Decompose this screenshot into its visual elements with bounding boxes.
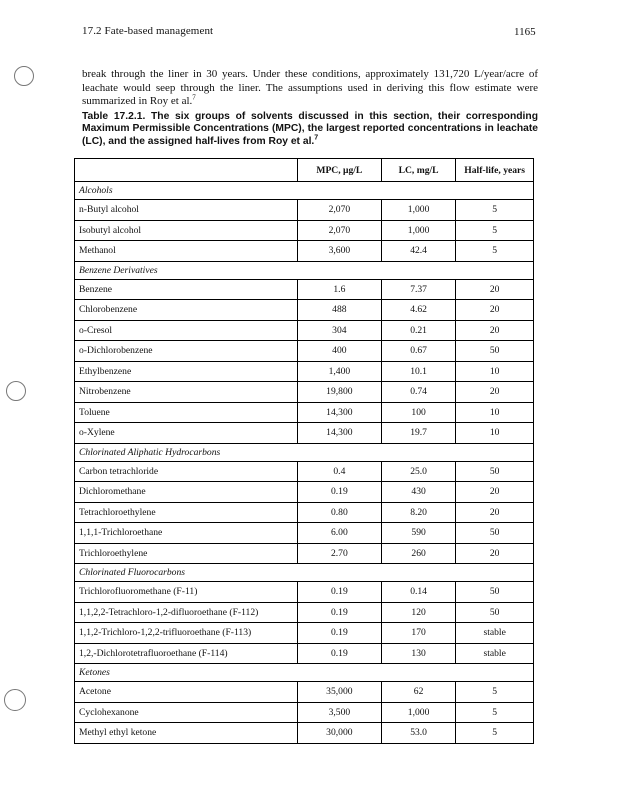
cell-half-life: 20 <box>456 320 534 341</box>
cell-mpc: 2,070 <box>297 220 381 241</box>
cell-substance: Nitrobenzene <box>75 382 298 403</box>
cell-mpc: 0.19 <box>297 623 381 644</box>
cell-half-life: 10 <box>456 423 534 444</box>
cell-half-life: 20 <box>456 279 534 300</box>
cell-lc: 25.0 <box>381 461 456 482</box>
cell-substance: Methanol <box>75 241 298 262</box>
cell-substance: Cyclohexanone <box>75 702 298 723</box>
cell-lc: 7.37 <box>381 279 456 300</box>
table-row <box>75 200 534 221</box>
cell-substance: Methyl ethyl ketone <box>75 723 298 744</box>
table-group-row <box>75 261 534 279</box>
cell-lc: 0.74 <box>381 382 456 403</box>
cell-lc: 130 <box>381 643 456 664</box>
table-group-row <box>75 443 534 461</box>
cell-mpc: 14,300 <box>297 402 381 423</box>
table-caption <box>82 111 538 148</box>
cell-substance: 1,1,2-Trichloro-1,2,2-trifluoroethane (F-113) <box>75 623 298 644</box>
group-label: Chlorinated Fluorocarbons <box>75 564 534 582</box>
punch-hole-top <box>14 66 34 86</box>
table-row <box>75 220 534 241</box>
cell-mpc: 6.00 <box>297 523 381 544</box>
cell-substance: Chlorobenzene <box>75 300 298 321</box>
cell-half-life: 50 <box>456 341 534 362</box>
column-header-substance <box>75 159 298 182</box>
cell-lc: 0.67 <box>381 341 456 362</box>
cell-substance: n-Butyl alcohol <box>75 200 298 221</box>
table-row <box>75 279 534 300</box>
table-group-row <box>75 182 534 200</box>
cell-mpc: 0.4 <box>297 461 381 482</box>
table-row <box>75 523 534 544</box>
page-number: 1165 <box>514 26 536 38</box>
cell-substance: o-Xylene <box>75 423 298 444</box>
cell-lc: 1,000 <box>381 200 456 221</box>
cell-half-life: 50 <box>456 523 534 544</box>
cell-lc: 590 <box>381 523 456 544</box>
table-row <box>75 502 534 523</box>
table-group-row <box>75 664 534 682</box>
cell-mpc: 2,070 <box>297 200 381 221</box>
cell-mpc: 3,500 <box>297 702 381 723</box>
body-paragraph <box>82 68 538 109</box>
table-row <box>75 423 534 444</box>
punch-hole-bottom <box>4 689 26 711</box>
cell-substance: Carbon tetrachloride <box>75 461 298 482</box>
cell-substance: Toluene <box>75 402 298 423</box>
cell-mpc: 2.70 <box>297 543 381 564</box>
cell-mpc: 14,300 <box>297 423 381 444</box>
cell-lc: 42.4 <box>381 241 456 262</box>
cell-lc: 8.20 <box>381 502 456 523</box>
cell-mpc: 400 <box>297 341 381 362</box>
cell-lc: 100 <box>381 402 456 423</box>
cell-half-life: 20 <box>456 543 534 564</box>
cell-lc: 0.14 <box>381 582 456 603</box>
table-row <box>75 582 534 603</box>
table-row <box>75 623 534 644</box>
cell-substance: Trichlorofluoromethane (F-11) <box>75 582 298 603</box>
group-label: Chlorinated Aliphatic Hydrocarbons <box>75 443 534 461</box>
cell-half-life: 5 <box>456 682 534 703</box>
punch-hole-middle <box>6 381 26 401</box>
table-row <box>75 543 534 564</box>
table-row <box>75 382 534 403</box>
table-row <box>75 461 534 482</box>
column-header-lc: LC, mg/L <box>381 159 456 182</box>
cell-mpc: 19,800 <box>297 382 381 403</box>
column-header-half-life: Half-life, years <box>456 159 534 182</box>
table-row <box>75 723 534 744</box>
cell-substance: Acetone <box>75 682 298 703</box>
cell-mpc: 1,400 <box>297 361 381 382</box>
cell-lc: 430 <box>381 482 456 503</box>
cell-lc: 10.1 <box>381 361 456 382</box>
caption-reference: 7 <box>314 134 319 142</box>
cell-substance: 1,1,1-Trichloroethane <box>75 523 298 544</box>
paragraph-text: break through the liner in 30 years. Under these conditions, approximately 131,720 L/year/acre of leachate would seep through the liner. The assumptions used in deriving this flow estimate were summarized in Roy et al. <box>82 68 538 107</box>
solvent-table <box>74 158 534 744</box>
table-row <box>75 702 534 723</box>
cell-half-life: 20 <box>456 482 534 503</box>
cell-lc: 0.21 <box>381 320 456 341</box>
cell-mpc: 3,600 <box>297 241 381 262</box>
cell-mpc: 0.19 <box>297 602 381 623</box>
cell-lc: 1,000 <box>381 220 456 241</box>
table-row <box>75 482 534 503</box>
cell-half-life: 20 <box>456 502 534 523</box>
running-header: 17.2 Fate-based management <box>82 25 214 37</box>
cell-half-life: 20 <box>456 382 534 403</box>
table-row <box>75 402 534 423</box>
cell-mpc: 304 <box>297 320 381 341</box>
cell-half-life: 10 <box>456 361 534 382</box>
caption-text: The six groups of solvents discussed in this section, their corresponding Maximum Permissible Concentrations (MPC), the largest reported concentrations in leachate (LC), and the assigned half-lives from Roy et al. <box>82 111 538 147</box>
column-header-mpc: MPC, μg/L <box>297 159 381 182</box>
cell-half-life: 50 <box>456 582 534 603</box>
cell-half-life: 5 <box>456 723 534 744</box>
cell-lc: 260 <box>381 543 456 564</box>
cell-substance: Ethylbenzene <box>75 361 298 382</box>
cell-half-life: 5 <box>456 220 534 241</box>
cell-lc: 53.0 <box>381 723 456 744</box>
cell-lc: 62 <box>381 682 456 703</box>
paragraph-reference: 7 <box>192 93 196 102</box>
cell-mpc: 0.19 <box>297 482 381 503</box>
cell-mpc: 0.19 <box>297 643 381 664</box>
cell-mpc: 30,000 <box>297 723 381 744</box>
table-row <box>75 643 534 664</box>
table-row <box>75 320 534 341</box>
table-row <box>75 241 534 262</box>
cell-substance: o-Cresol <box>75 320 298 341</box>
group-label: Ketones <box>75 664 534 682</box>
group-label: Alcohols <box>75 182 534 200</box>
table-row <box>75 682 534 703</box>
cell-half-life: stable <box>456 623 534 644</box>
caption-label: Table 17.2.1. <box>82 111 146 122</box>
cell-lc: 1,000 <box>381 702 456 723</box>
cell-lc: 170 <box>381 623 456 644</box>
cell-half-life: 5 <box>456 702 534 723</box>
cell-lc: 4.62 <box>381 300 456 321</box>
table-header-row <box>75 159 534 182</box>
table-body <box>75 182 534 744</box>
cell-half-life: stable <box>456 643 534 664</box>
cell-half-life: 50 <box>456 602 534 623</box>
cell-half-life: 20 <box>456 300 534 321</box>
cell-substance: 1,2,-Dichlorotetrafluoroethane (F-114) <box>75 643 298 664</box>
cell-mpc: 0.19 <box>297 582 381 603</box>
cell-half-life: 5 <box>456 200 534 221</box>
table-row <box>75 361 534 382</box>
cell-substance: Dichloromethane <box>75 482 298 503</box>
cell-half-life: 50 <box>456 461 534 482</box>
cell-mpc: 0.80 <box>297 502 381 523</box>
table-row <box>75 602 534 623</box>
cell-substance: o-Dichlorobenzene <box>75 341 298 362</box>
group-label: Benzene Derivatives <box>75 261 534 279</box>
cell-substance: Isobutyl alcohol <box>75 220 298 241</box>
table-row <box>75 341 534 362</box>
table-row <box>75 300 534 321</box>
table-group-row <box>75 564 534 582</box>
cell-half-life: 10 <box>456 402 534 423</box>
cell-substance: Benzene <box>75 279 298 300</box>
cell-half-life: 5 <box>456 241 534 262</box>
cell-lc: 120 <box>381 602 456 623</box>
cell-mpc: 488 <box>297 300 381 321</box>
cell-mpc: 35,000 <box>297 682 381 703</box>
cell-substance: 1,1,2,2-Tetrachloro-1,2-difluoroethane (F-112) <box>75 602 298 623</box>
cell-mpc: 1.6 <box>297 279 381 300</box>
cell-lc: 19.7 <box>381 423 456 444</box>
cell-substance: Trichloroethylene <box>75 543 298 564</box>
cell-substance: Tetrachloroethylene <box>75 502 298 523</box>
